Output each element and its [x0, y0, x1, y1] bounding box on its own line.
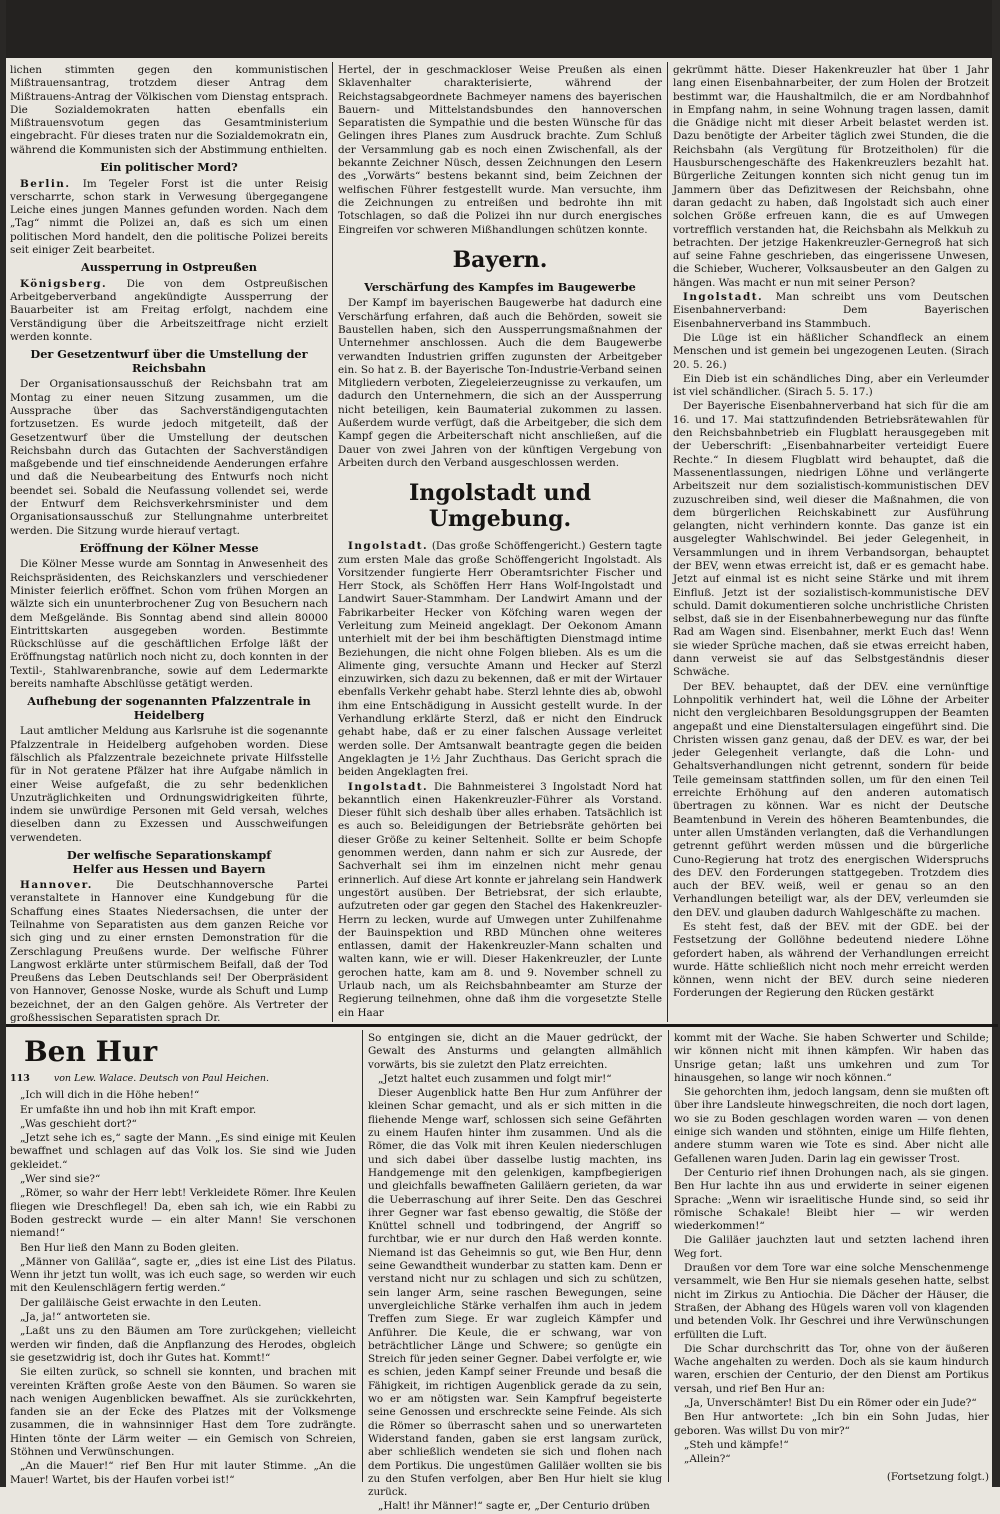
- scan-left-edge: [0, 0, 6, 1487]
- serial-byline: [10, 1072, 356, 1085]
- serial-paragraph: Der Centurio rief ihnen Drohungen nach, als sie gingen. Ben Hur lachte ihn aus und erwiderte in seiner eigenen Sprache: „Wenn wir israelitische Hunde sind, so seid ihr römische Schakale! Bleibt hier — wir werden wiederkommen!“: [674, 1166, 989, 1233]
- serial-paragraph: „Wer sind sie?“: [20, 1173, 101, 1186]
- article-heading: Aussperrung in Ostpreußen: [80, 260, 258, 275]
- dateline: Ingolstadt.: [348, 780, 429, 793]
- serial-author: von Lew. Walace. Deutsch von Paul Heichen.: [53, 1073, 270, 1084]
- serial-number: 113: [10, 1073, 30, 1084]
- article-paragraph: Die Kölner Messe wurde am Sonntag in Anwesenheit des Reichspräsidenten, des Reichskanzlers und verschiedener Minister feierlich eröffnet. Schon vom frühen Morgen an wälzte sich ein ununterbrochener Zug von Besuchern nach dem Meßgelände. Bis Sonntag abend sind allein 80000 Eintrittskarten ausgegeben worden. Bestimmte Rückschlüsse auf die geschäftlichen Erfolge läßt der Eröffnungstag natürlich noch nicht zu, doch konnten in der Textil-, Stahlwarenbranche, sowie auf dem Ledermarkte bereits namhafte Abschlüsse getätigt werden.: [10, 558, 328, 691]
- dateline: Königsberg.: [20, 277, 108, 290]
- serial-paragraph: „Ja, Unverschämter! Bist Du ein Römer oder ein Jude?“: [684, 1397, 977, 1410]
- serial-paragraph: „An die Mauer!“ rief Ben Hur mit lauter Stimme. „An die Mauer! Wartet, bis der Haufen vorbei ist!“: [10, 1460, 356, 1486]
- serial-paragraph: „Was geschieht dort?“: [20, 1117, 137, 1130]
- serial-title: Ben Hur: [24, 1035, 158, 1068]
- article-paragraph: [10, 178, 328, 258]
- serial-paragraph: „Römer, so wahr der Herr lebt! Verkleidete Römer. Ihre Keulen fliegen wie Dreschflegel! Da, eben sah ich, wie ein Rabbi zu Boden gestreckt wurde — ein alter Mann! Sie verschonen niemand!“: [10, 1187, 356, 1240]
- serial-paragraph: Draußen vor dem Tore war eine solche Menschenmenge versammelt, wie Ben Hur sie niemals gesehen hatte, selbst nicht im Zirkus zu Antiochia. Die Dächer der Häuser, die Straßen, der Abhang des Hügels waren voll von klagenden und betenden Volk. Ihr Geschrei und ihre Verwünschungen erfüllten die Luft.: [674, 1262, 989, 1341]
- column-divider: [362, 1030, 363, 1482]
- article-paragraph: [10, 278, 328, 344]
- serial-paragraph: „Männer von Galiläa“, sagte er, „dies ist eine List des Pilatus. Wenn ihr jetzt tun wollt, was ich euch sage, so werden wir euch mit den Keulenschlägern fertig werden.“: [10, 1255, 356, 1295]
- dateline: Hannover.: [20, 879, 93, 892]
- article-paragraph: lichen stimmten gegen den kommunistischen Mißtrauensantrag, trotzdem dieser Antrag dem Mißtrauens-Antrag der Völkischen vom Dienstag entsprach. Die Sozialdemokraten hatten ebenfalls ein Mißtrauensvotum gegen das Gesamtministerium eingebracht. Für dieses traten nur die Sozialdemokratn ein, während die Kommunisten sich der Abstimmung enthielten.: [10, 64, 328, 156]
- news-column-2: [338, 64, 662, 1020]
- article-text: Die Deutschhannoversche Partei veranstaltete in Hannover eine Kundgebung für die Schaffung eines Staates Niedersachsen, die unter der Teilnahme von Separatisten aus dem ganzen Reiche vor sich ging und zu einer ernsten Demonstration für die Zerschlagung Preußens wurde. Der welfische Führer Langwost erklärte unter stürmischem Beifall, daß der Tod Preußens das Leben Deutschlands sei! Der Oberpräsident von Hannover, Genosse Noske, wurde als Schuft und Lump bezeichnet, der an den Galgen gehöre. Als Vertreter der großhessischen Separatisten sprach Dr.: [10, 879, 328, 1025]
- dateline: Ingolstadt.: [348, 540, 429, 553]
- article-paragraph: Der Organisationsausschuß der Reichsbahn trat am Montag zu einer neuen Sitzung zusammen, um die Aussprache über das Sachverständigengutachten fortzusetzen. Es wurde jedoch mitgeteilt, daß der Gesetzentwurf über die Umstellung der deutschen Reichsbahn durch das Gutachten der Sachverständigen maßgebende und tief einschneidende Aenderungen erfahre und daß die Neubearbeitung des Entwurfs noch nicht beendet sei. Sobald die Neufassung vollendet sei, werde der Entwurf dem Reichsverkehrsminister und dem Organisationsausschuß zur Stellungnahme unterbreitet werden. Die Sitzung wurde hierauf vertagt.: [10, 378, 328, 537]
- serial-paragraph: „Steh und kämpfe!“: [684, 1438, 789, 1451]
- serial-column-1: [10, 1032, 356, 1486]
- article-paragraph: [338, 540, 662, 779]
- serial-paragraph: Ben Hur ließ den Mann zu Boden gleiten.: [20, 1241, 240, 1254]
- article-paragraph: Der Kampf im bayerischen Baugewerbe hat dadurch eine Verschärfung erfahren, daß auch die Behörden, soweit sie Baustellen haben, sich den Aussperrungsmaßnahmen der Unternehmer anschlossen. Auch die dem Baugewerbe verwandten Industrien griffen zugunsten der Arbeitgeber ein. So hat z. B. der Bayerische Ton-Industrie-Verband seinen Mitgliedern verboten, Ziegeleierzeugnisse zu verkaufen, um dadurch den Unternehmern, die sich an der Aussperrung nicht beteiligen, kein Baumaterial zukommen zu lassen. Außerdem wurde verfügt, daß die Arbeitgeber, die sich dem Kampf gegen die Arbeiterschaft nicht anschließen, auf die Dauer von zwei Jahren von der künftigen Vergebung von Arbeiten durch den Verband ausgeschlossen werden.: [338, 297, 662, 469]
- article-text: Die Bahnmeisterei 3 Ingolstadt Nord hat bekanntlich einen Hakenkreuzler-Führer als Vorstand. Dieser fühlt sich deshalb über alles erhaben. Tatsächlich ist es auch so. Beleidigungen der Betriebsräte gehörten bei dieser Größe zu keiner Seltenheit. Sollte er beim Schopfe genommen werden, dann nahm er sich zur Ausrede, der Sachverhalt sei ihm im einzelnen nicht mehr genau erinnerlich. Auf diese Art konnte er jahrelang sein Handwerk ungestört ausüben. Der Betriebsrat, der sich erlaubte, aufzutreten oder gar gegen den Stachel des Hakenkreuzler-Herrn zu lecken, wurde auf Umwegen unter Zuhilfenahme der Bauinspektion und RBD München ohne weiteres entlassen, damit der Hakenkreuzler-Mann schalten und walten kann, wie er will. Dieser Hakenkreuzler, der Lunte gerochen hatte, kam am 8. und 9. November schnell zu Urlaub nach, um als Reichsbahnbeamter am Sturze der Regierung teilnehmen, ohne daß ihm die vorgesetzte Stelle ein Haar: [338, 780, 662, 1019]
- article-paragraph: [338, 781, 662, 1020]
- article-text: Im Tegeler Forst ist die unter Reisig verscharrte, schon stark in Verwesung übergegangene Leiche eines jungen Mannes gefunden worden. Nach dem „Tag“ nimmt die Polizei an, daß es sich um einen politischen Mord handelt, den die politische Polizei bereits seit einiger Zeit bearbeitet.: [10, 177, 328, 257]
- article-heading: Verschärfung des Kampfes im Baugewerbe: [364, 279, 636, 294]
- article-paragraph: Die Lüge ist ein häßlicher Schandfleck an einem Menschen und ist gemein bei ungezogenen Leuten. (Sirach 20. 5. 26.): [673, 331, 989, 371]
- scan-top-border: [0, 0, 1000, 58]
- serial-column-3: [674, 1032, 989, 1482]
- serial-paragraph: Die Schar durchschritt das Tor, ohne von der äußeren Wache angehalten zu werden. Doch als sie kaum hindurch waren, erschien der Centurio, der den Dienst am Portikus versah, und rief Ben Hur an:: [674, 1342, 989, 1395]
- serial-paragraph: „Jetzt haltet euch zusammen und folgt mir!“: [378, 1072, 612, 1085]
- serial-paragraph: „Allein?“: [684, 1453, 731, 1466]
- serial-paragraph: Sie gehorchten ihm, jedoch langsam, denn sie mußten oft über ihre Landsleute hinwegschreiten, die noch dort lagen, wo sie zu Boden geschlagen worden waren — von denen einige sich wanden und stöhnten, einige um Hilfe flehten, andere stumm waren wie Tote es sind. Aber nicht alle Gefallenen waren Juden. Darin lag ein gewisser Trost.: [674, 1086, 989, 1165]
- article-heading: Der Gesetzentwurf über die Umstellung der Reichsbahn: [30, 347, 308, 375]
- article-paragraph: Der Bayerische Eisenbahnerverband hat sich für die am 16. und 17. Mai stattzufindenden Betriebsrätewahlen für den Reichsbahnbetrieb ein Flugblatt herausgegeben mit der Ueberschrift: „Eisenbahnarbeiter verteidigt Euere Rechte.“ In diesem Flugblatt wird behauptet, daß die Massenentlassungen, niedrigen Löhne und verlängerte Arbeitszeit nur dem sozialistisch-kommunistischen DEV zuzuschreiben sind, weil dieser die Maßnahmen, die von dem bürgerlichen Reichskabinett zur Ausführung gelangten, nicht verhindern konnte. Das ganze ist ein ausgelegter Wahlschwindel. Bei jeder Gelegenheit, in Versammlungen und in ihrem Verbandsorgan, behauptet der BEV, wenn etwas erreicht ist, daß er es gemacht habe. Jetzt auf einmal ist es nicht seine Stärke und mit ihrem Einfluß. Jetzt ist der sozialistisch-kommunistische DEV schuld. Damit dokumentieren solche unchristliche Christen selbst, daß sie in der Eisenbahnerbewegung nur das fünfte Rad am Wagen sind. Eisenbahner, merkt Euch das! Wenn sie wieder Sprüche machen, daß sie etwas erreicht haben, dann verweist sie auf das Selbstgeständnis dieser Schwäche.: [673, 400, 989, 679]
- article-heading: Eröffnung der Kölner Messe: [79, 540, 259, 555]
- article-heading: Der welfische Separationskampf: [66, 848, 272, 863]
- serial-paragraph: Sie eilten zurück, so schnell sie konnten, und brachen mit vereinten Kräften große Aeste von den Bäumen. So waren sie nach wenigen Augenblicken bewaffnet. Als sie zurückkehrten, fanden sie an der Ecke des Platzes mit der Volksmenge zusammen, die in wahnsinniger Hast dem Tore zudrängte. Hinten tönte der Lärm weiter — ein Gemisch von Schreien, Stöhnen und Verwünschungen.: [10, 1366, 356, 1459]
- serial-paragraph: Die Galiläer jauchzten laut und setzten lachend ihren Weg fort.: [674, 1234, 989, 1260]
- article-subheading: Helfer aus Hessen und Bayern: [72, 861, 266, 876]
- continued-note: (Fortsetzung folgt.): [886, 1470, 989, 1483]
- serial-column-2: [368, 1032, 662, 1513]
- serial-paragraph: „Jetzt sehe ich es,“ sagte der Mann. „Es sind einige mit Keulen bewaffnet und schlagen auf das Volk los. Sie sind wie Juden gekleidet.“: [10, 1132, 356, 1171]
- column-divider: [668, 1030, 669, 1482]
- news-column-1: [10, 64, 328, 1025]
- scan-right-edge: [992, 0, 1000, 1487]
- article-text: Die von dem Ostpreußischen Arbeitgeberverband angekündigte Aussperrung der Bauarbeiter ist am Freitag erfolgt, nachdem eine Verständigung über die Arbeitszeitfrage nicht erzielt werden konnte.: [10, 277, 328, 344]
- article-text: Man schreibt uns vom Deutschen Eisenbahnerverband: Dem Bayerischen Eisenbahnerverband ins Stammbuch.: [673, 291, 989, 330]
- serial-paragraph: So entgingen sie, dicht an die Mauer gedrückt, der Gewalt des Ansturms und gelangten allmählich vorwärts, bis sie zuletzt den Platz erreichten.: [368, 1032, 662, 1071]
- serial-paragraph: Ben Hur antwortete: „Ich bin ein Sohn Judas, hier geboren. Was willst Du von mir?“: [674, 1411, 989, 1437]
- news-column-3: [673, 64, 989, 1020]
- article-heading: Ein politischer Mord?: [100, 160, 238, 175]
- section-heading: Ingolstadt und Umgebung.: [408, 480, 592, 533]
- dateline: Ingolstadt.: [683, 291, 764, 304]
- article-paragraph: Ein Dieb ist ein schändliches Ding, aber ein Verleumder ist viel schändlicher. (Sirach 5. 5. 17.): [673, 372, 989, 399]
- article-heading: Aufhebung der sogenannten Pfalzzentrale in Heidelberg: [27, 694, 311, 722]
- dateline: Berlin.: [20, 177, 71, 190]
- serial-paragraph: kommt mit der Wache. Sie haben Schwerter und Schilde; wir können nicht mit ihnen kämpfen. Wir haben das Unsrige getan; laßt uns umkehren und zum Tor hinausgehen, so lange wir noch können.“: [674, 1032, 989, 1084]
- article-paragraph: [673, 291, 989, 331]
- serial-paragraph: „Halt! ihr Männer!“ sagte er, „Der Centurio drüben: [378, 1500, 650, 1513]
- article-paragraph: Es steht fest, daß der BEV. mit der GDE. bei der Festsetzung der Gollöhne bedeutend niedere Löhne gefordert haben, als während der Verhandlungen erreicht wurde. Hätte schließlich nicht noch mehr erreicht werden können, wenn nicht der BEV. durch seine niederen Forderungen der Regierung den Rücken gestärkt: [673, 921, 989, 1000]
- article-paragraph: Laut amtlicher Meldung aus Karlsruhe ist die sogenannte Pfalzzentrale in Heidelberg aufgehoben worden. Diese fälschlich als Pfalzzentrale bezeichnete private Hilfsstelle für in Not geratene Pfälzer hat ihre Aufgabe nämlich in einer Weise aufgefaßt, die zu sehr bedenklichen Unzuträglichkeiten und Ordnungswidrigkeiten führte, indem sie unwürdige Personen mit Geld versah, welches dieselben dann zu Exzessen und Ausschweifungen verwendeten.: [10, 725, 328, 844]
- article-paragraph: [10, 879, 328, 1025]
- column-divider: [332, 62, 333, 1022]
- section-heading: Bayern.: [452, 246, 548, 273]
- article-paragraph: Hertel, der in geschmackloser Weise Preußen als einen Sklavenhalter charakterisierte, während der Reichstagsabgeordnete Bachmeyer namens des bayerischen Bauern- und Mittelstandsbundes den hannoverschen Separatisten die Sympathie und die besten Wünsche für das Gelingen ihres Planes zum Ausdruck brachte. Zum Schluß der Versammlung gab es noch einen Zwischenfall, als der bekannte Zeichner Nüsch, dessen Zeichnungen den Lesern des „Vorwärts“ bestens bekannt sind, beim Zeichnen der welfischen Führer festgestellt wurde. Man versuchte, ihm die Zeichnungen zu entreißen und bedrohte ihn mit Totschlagen, so daß die Polizei ihn nur durch energisches Eingreifen vor schweren Mißhandlungen schützen konnte.: [338, 64, 662, 236]
- column-divider: [667, 62, 668, 1022]
- article-text: (Das große Schöffengericht.) Gestern tagte zum ersten Male das große Schöffengericht Ingolstadt. Als Vorsitzender fungierte Herr Oberamtsrichter Fischer und Herr Stock, als Schöffen Herr Hans Wolf-Ingolstadt und Landwirt Sauer-Stammham. Der Landwirt Amann und der Fabrikarbeiter Hecker von Köfching waren wegen der Verleitung zum Meineid angeklagt. Der Oekonom Amann unterhielt mit der bei ihm beschäftigten Dienstmagd intime Beziehungen, die nicht ohne Folgen blieben. Als es um die Alimente ging, versuchte Amann und Hecker auf Sterzl einzuwirken, sich dazu zu bekennen, daß er mit der Wirtauer ebenfalls Verkehr gehabt habe. Sterzl lehnte dies ab, obwohl ihm eine Entschädigung in Aussicht gestellt wurde. In der Verhandlung erklärte Sterzl, daß er nicht den Eindruck gehabt habe, daß er zu einer falschen Aussage verleitet werden solle. Der Amtsanwalt beantragte gegen die beiden Angeklagten je 1½ Jahr Zuchthaus. Das Gericht sprach die beiden Angeklagten frei.: [338, 540, 662, 779]
- serial-paragraph: Dieser Augenblick hatte Ben Hur zum Anführer der kleinen Schar gemacht, und als er sich mitten in die fliehende Menge warf, schlossen sich seine Gefährten zu einem Haufen hinter ihm zusammen. Und als die Römer, die das Volk mit ihren Keulen niederschlugen und sich dabei über dasselbe lustig machten, ins Handgemenge mit den gelenkigen, kampfbegierigen und gleichfalls bewaffneten Galiläern gerieten, da war die Ueberraschung auf ihrer Seite. Den das Geschrei ihrer Gegner war fast ebenso gewaltig, die Stöße der Knüttel schnell und todbringend, der Angriff so furchtbar, wie er nur durch den Haß werden konnte. Niemand ist das Geheimnis so gut, wie Ben Hur, denn seine Gewandtheit wunderbar zu statten kam. Denn er verstand nicht nur zu schlagen und sich zu schützen, sein langer Arm, seine raschen Bewegungen, seine unvergleichliche Stärke verhalfen ihm auch in jedem Treffen zum Siege. Er war zugleich Kämpfer und Anführer. Die Keule, die er schwang, war von beträchtlicher Länge und Schwere; so genügte ein Streich für jeden seiner Gegner. Dabei verfolgte er, wie es schien, jeden Kampf seiner Freunde und besaß die Fähigkeit, im richtigen Augenblick gerade da zu sein, wo er am nötigsten war. Sein Kampfruf begeisterte seine Genossen und erschreckte seine Feinde. Als sich die Römer so überrascht sahen und so unerwarteten Widerstand fanden, gaben sie erst langsam zurück, aber schließlich wendeten sie sich und flohen nach dem Portikus. Die ungestümen Galiläer wollten sie bis zu den Stufen verfolgen, aber Ben Hur hielt sie klug zurück.: [368, 1087, 662, 1499]
- serial-paragraph: Er umfaßte ihn und hob ihn mit Kraft empor.: [20, 1103, 257, 1116]
- serial-paragraph: „Ich will dich in die Höhe heben!“: [20, 1089, 200, 1102]
- serial-paragraph: Der galiläische Geist erwachte in den Leuten.: [20, 1296, 262, 1309]
- serial-paragraph: „Laßt uns zu den Bäumen am Tore zurückgehen; vielleicht werden wir finden, daß die Anpflanzung des Herodes, obgleich sie gesetzwidrig ist, doch ihr Gutes hat. Kommt!“: [10, 1325, 356, 1364]
- serial-paragraph: „Ja, ja!“ antworteten sie.: [20, 1311, 151, 1324]
- article-paragraph: gekrümmt hätte. Dieser Hakenkreuzler hat über 1 Jahr lang einen Eisenbahnarbeiter, der zum Holen der Brotzeit bestimmt war, die Haushaltmilch, die er am Nordbahnhof in Empfang nahm, in seine Wohnung tragen lassen, damit die Gnädige nicht mit dieser Arbeit belastet werden ist. Dazu benötigte der Arbeiter täglich zwei Stunden, die die Reichsbahn (als Vergütung für Brotzeitholen) für die Hausburschengeschäfte des Hakenkreuzlers bezahlt hat. Bürgerliche Zeitungen konnten sich nicht genug tun im Jammern über das Defizitwesen der Reichsbahn, ohne daran gedacht zu haben, daß Ingolstadt sich auch einer solchen Größe erfreuen kann, die es auf Umwegen vortrefflich verstanden hat, die Reichsbahn als Melkkuh zu betrachten. Der jetzige Hakenkreuzler-Gernegroß hat sich auf seine Fahne geschrieben, das eingerissene Unwesen, die Schieber, Wucherer, Volksausbeuter an den Galgen zu hängen. Was macht er nun mit seiner Person?: [673, 64, 989, 289]
- article-paragraph: Der BEV. behauptet, daß der DEV. eine vernünftige Lohnpolitik verhindert hat, weil die Löhne der Arbeiter nicht den vergleichbaren Besoldungsgruppen der Beamten angepaßt und eine Dienstaltersulagen eingeführt sind. Die Christen wissen ganz genau, daß der DEV. es war, der bei jeder Gelegenheit verlangte, daß die Lohn- und Gehaltsverhandlungen nicht getrennt, sondern für beide Teile gemeinsam stattfinden sollen, um für den einen Teil erreichte Erhöhung auf den anderen automatisch übertragen zu können. War es nicht der Deutsche Beamtenbund in Verein des höheren Beamtenbundes, die unter allen Umständen verlangten, daß die Verhandlungen getrennt geführt werden müssen und die bürgerliche Cuno-Regierung hat trotz des energischen Widerspruchs des DEV. den Forderungen stattgegeben. Trotzdem dies auch der BEV. weiß, weil er genau so an den Verhandlungen beteiligt war, als der DEV, verleumden sie den DEV. und glauben dadurch Wahlgeschäfte zu machen.: [673, 680, 989, 919]
